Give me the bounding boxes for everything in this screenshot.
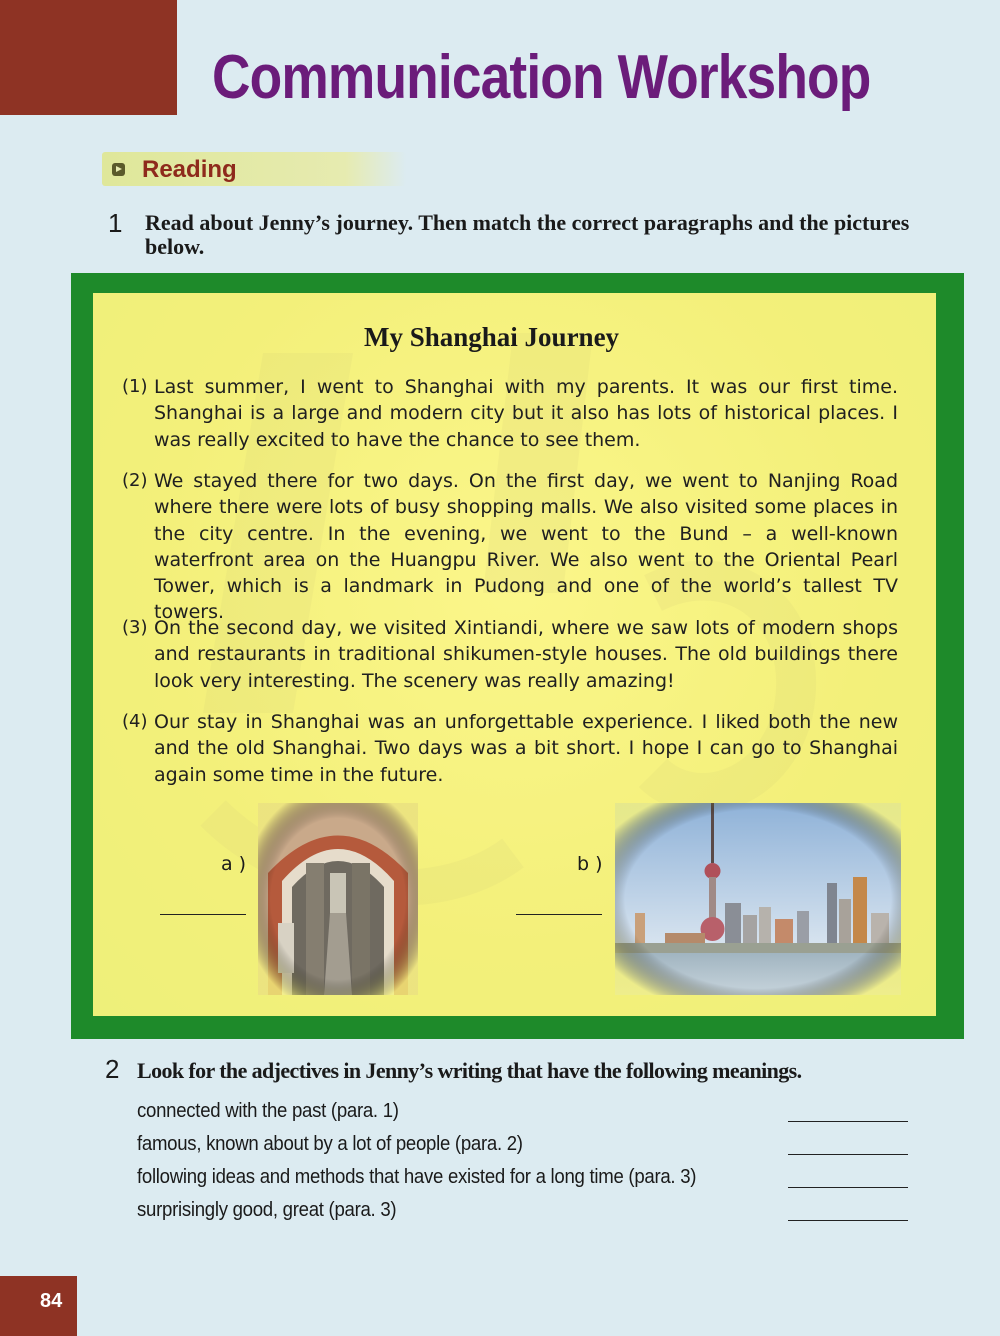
question-instruction: Look for the adjectives in Jenny’s writing that have the following meanings. — [137, 1058, 802, 1083]
definition-item: surprisingly good, great (para. 3) — [137, 1199, 397, 1221]
paragraph-text: Our stay in Shanghai was an unforgettable experience. I liked both the new and the old Shanghai. Two days was a bit short. I hope I can go to Shanghai again some time in the future. — [154, 711, 898, 786]
page-number-box — [0, 1276, 77, 1336]
definition-item: connected with the past (para. 1) — [137, 1100, 399, 1122]
picture-a-label: a ) — [221, 853, 247, 875]
paragraph-text: We stayed there for two days. On the first day, we went to Nanjing Road where there were lots of busy shopping malls. We also visited some places in the city centre. In the evening, we went to the Bund – a well-known waterfront area on the Huangpu River. We also went to the Oriental Pearl Tower, which is a landmark in Pudong and one of the world’s tallest TV towers. — [154, 470, 898, 624]
page-number: 84 — [40, 1290, 63, 1312]
play-bullet-icon — [112, 163, 125, 176]
corner-decoration — [0, 0, 177, 115]
paragraph-text: Last summer, I went to Shanghai with my parents. It was our first time. Shanghai is a large and modern city but it also has lots of historical places. I was really excited to have the chance to see them. — [154, 376, 898, 451]
question-instruction: Read about Jenny’s journey. Then match the correct paragraphs and the pictures below. — [145, 210, 910, 259]
answer-blank[interactable] — [788, 1220, 908, 1221]
answer-blank[interactable] — [788, 1154, 908, 1155]
paragraph-number: (4) — [122, 711, 148, 732]
story-title: My Shanghai Journey — [364, 322, 620, 352]
paragraph-number: (2) — [122, 470, 148, 491]
paragraph-number: (1) — [122, 376, 148, 397]
answer-blank-b[interactable] — [516, 914, 602, 915]
picture-b-label: b ) — [577, 853, 603, 875]
paragraph-1 — [122, 374, 898, 453]
shikumen-archway-photo — [258, 803, 418, 995]
answer-blank-a[interactable] — [160, 914, 246, 915]
paragraph-3 — [122, 615, 898, 694]
paragraph-number: (3) — [122, 617, 148, 638]
page-title: Communication Workshop — [212, 43, 871, 112]
section-label: Reading — [142, 156, 237, 183]
section-tag-reading — [102, 152, 406, 186]
paragraph-4 — [122, 709, 898, 788]
definition-item: following ideas and methods that have existed for a long time (para. 3) — [137, 1166, 697, 1188]
definition-item: famous, known about by a lot of people (para. 2) — [137, 1133, 523, 1155]
question-number: 1 — [108, 208, 123, 238]
question-number: 2 — [105, 1054, 120, 1084]
answer-blank[interactable] — [788, 1187, 908, 1188]
answer-blank[interactable] — [788, 1121, 908, 1122]
pudong-skyline-photo — [615, 803, 901, 995]
paragraph-2 — [122, 468, 898, 626]
paragraph-text: On the second day, we visited Xintiandi, where we saw lots of modern shops and restaurants in traditional shikumen-style houses. The old buildings there look very interesting. The scenery was really amazing! — [154, 617, 898, 692]
